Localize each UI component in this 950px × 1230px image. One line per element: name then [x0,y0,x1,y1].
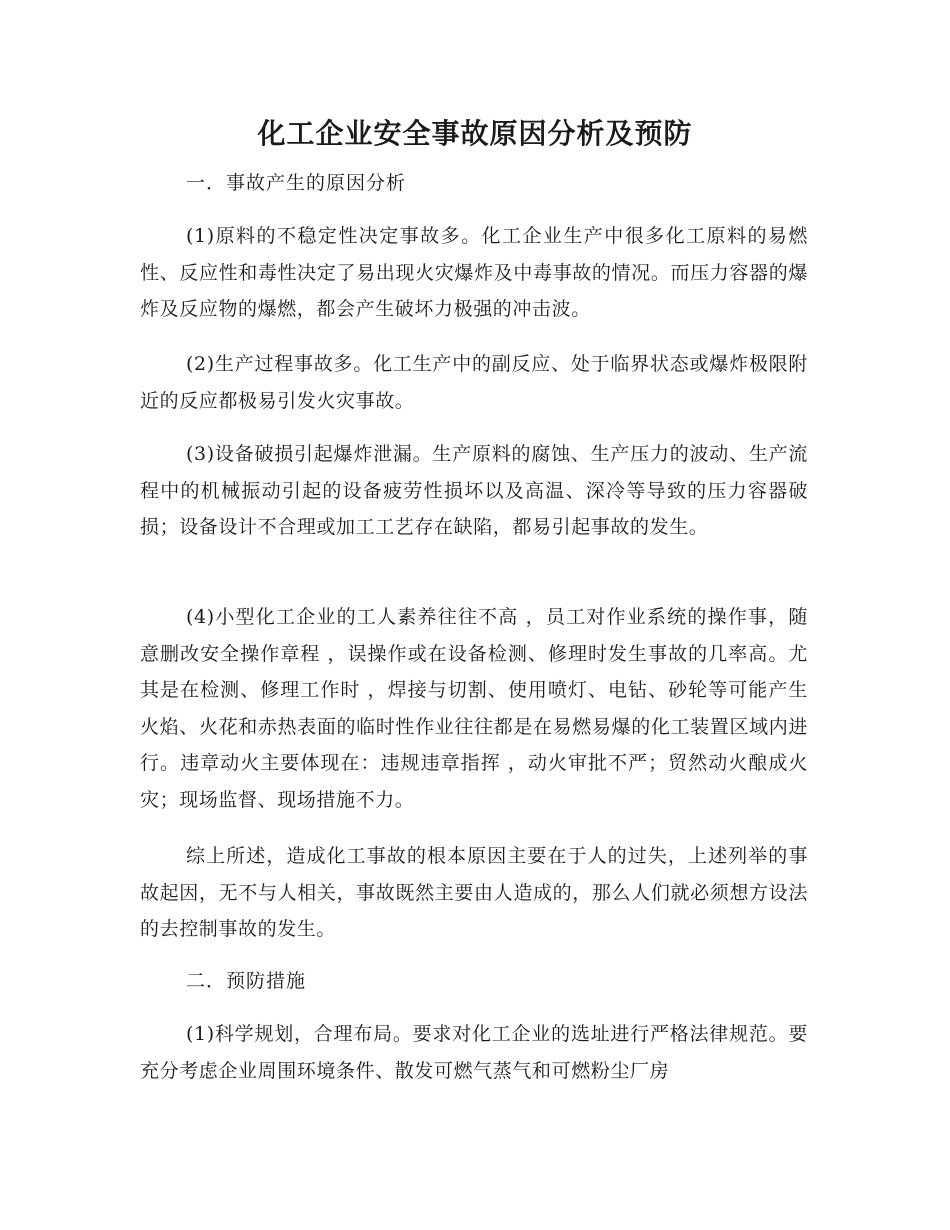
paragraph-summary: 综上所述，造成化工事故的根本原因主要在于人的过失，上述列举的事故起因，无不与人相关，事故既然主要由人造成的，那么人们就必须想方设法的去控制事故的发生。 [140,845,808,940]
paragraph-worker-quality: (4)小型化工企业的工人素养往往不高 ，员工对作业系统的操作事，随意删改安全操作章程 ，误操作或在设备检测、修理时发生事故的几率高。尤其是在检测、修理工作时 ，焊接与切割、使用喷灯、电钻、砂轮等可能产生火焰、火花和赤热表面的临时性作业往往都是在易燃易爆的化工装置区域内进行。违章动火主要体现在：违规违章指挥 ，动火审批不严；贸然动火酿成火灾；现场监督、现场措施不力。 [140,606,808,811]
document-title: 化工企业安全事故原因分析及预防 [257,117,693,150]
paragraph-scientific-planning: (1)科学规划，合理布局。要求对化工企业的选址进行严格法律规范。要充分考虑企业周围环境条件、散发可燃气蒸气和可燃粉尘厂房 [140,1023,808,1082]
paragraph-production-process: (2)生产过程事故多。化工生产中的副反应、处于临界状态或爆炸极限附近的反应都极易引发火灾事故。 [140,353,808,412]
paragraph-equipment-damage: (3)设备破损引起爆炸泄漏。生产原料的腐蚀、生产压力的波动、生产流程中的机械振动引起的设备疲劳性损坏以及高温、深冷等导致的压力容器破损；设备设计不合理或加工工艺存在缺陷，都易引起事故的发生。 [140,443,808,538]
section-heading-prevention: 二．预防措施 [186,970,307,992]
paragraph-raw-materials: (1)原料的不稳定性决定事故多。化工企业生产中很多化工原料的易燃性、反应性和毒性决定了易出现火灾爆炸及中毒事故的情况。而压力容器的爆炸及反应物的爆燃，都会产生破坏力极强的冲击波。 [140,225,808,320]
section-heading-causes: 一．事故产生的原因分析 [186,172,407,194]
